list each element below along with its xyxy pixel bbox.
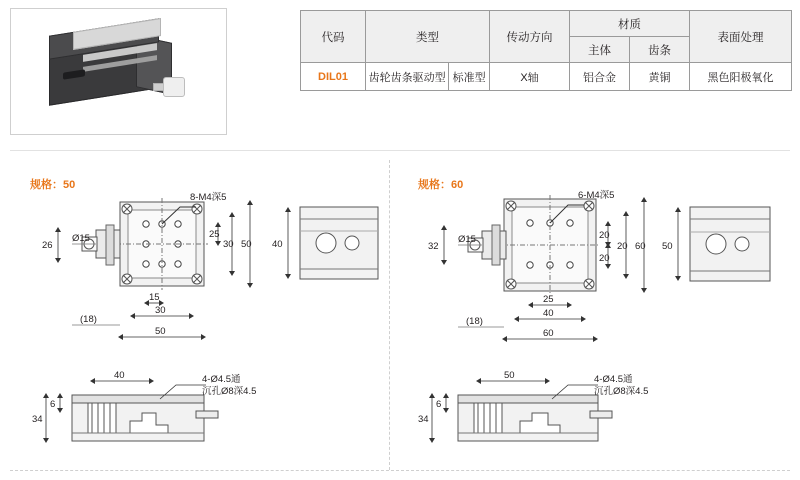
left-front-view [10,355,390,470]
dim-60-r: 60 [543,328,554,339]
cell-material-body: 铝合金 [570,63,630,91]
product-photo-panel [10,8,227,135]
callout-4-hole-r: 4-Ø4.5通 [594,374,633,385]
bottom-divider [10,470,790,471]
dim-40-bottom: 40 [114,370,125,381]
dim-15: 15 [149,292,160,303]
dim-50: 50 [155,326,166,337]
dim-40-r: 40 [543,308,554,319]
left-spec-label: 规格：50 [30,179,76,191]
table-header-row [301,11,792,37]
dim-30: 30 [155,305,166,316]
cell-type: 齿轮齿条驱动型 [366,63,449,91]
dim-25: 25 [209,229,220,240]
callout-counterbore-r: 沉孔Ø8深4.5 [594,386,649,397]
dim-50-right: 50 [241,239,252,250]
header-surface: 表面处理 [690,11,792,63]
dim-25-r: 25 [543,294,554,305]
right-spec-label: 规格：60 [418,179,464,191]
dim-60-right: 60 [635,241,646,252]
header-type: 类型 [366,11,490,63]
dim-18-r: (18) [466,316,483,327]
header-code: 代码 [301,11,366,63]
right-top-views [398,185,790,360]
dim-32: 32 [428,241,439,252]
linear-stage-photo [11,9,224,132]
left-top-views [10,185,390,360]
cell-code: DIL01 [301,63,366,91]
callout-8-m4: 8-M4深5 [190,192,227,203]
callout-6-m4: 6-M4深5 [578,190,615,201]
cell-material-rack: 黄铜 [630,63,690,91]
callout-4-hole: 4-Ø4.5通 [202,374,241,385]
header-drive-direction: 传动方向 [490,11,570,63]
right-front-view [398,355,790,470]
table-row [301,63,792,91]
dim-50-bottom: 50 [504,370,515,381]
left-top-view-svg [10,185,390,360]
cell-surface: 黑色阳极氧化 [690,63,792,91]
callout-counterbore: 沉孔Ø8深4.5 [202,386,257,397]
dim-phi15: Ø15 [72,233,90,244]
left-front-view-svg [10,355,390,470]
dim-6: 6 [50,399,56,410]
right-front-view-svg [398,355,790,470]
adjustment-knob-shape [163,77,185,97]
spec-table [300,10,792,91]
dim-40-side: 40 [272,239,283,250]
cell-type-standard: 标准型 [449,63,490,91]
dim-50-side: 50 [662,241,673,252]
dim-34-r: 34 [418,414,429,425]
right-top-view-svg [398,185,790,360]
dim-20-b: 20 [599,253,610,264]
dim-20-c: 20 [617,241,628,252]
dim-30-right: 30 [223,239,234,250]
dim-20-a: 20 [599,230,610,241]
dim-phi15-r: Ø15 [458,234,476,245]
dim-18: (18) [80,314,97,325]
cell-drive-direction: X轴 [490,63,570,91]
dim-6-r: 6 [436,399,442,410]
header-material-body: 主体 [570,37,630,63]
dim-34: 34 [32,414,43,425]
header-material: 材质 [570,11,690,37]
dim-26: 26 [42,240,53,251]
header-material-rack: 齿条 [630,37,690,63]
